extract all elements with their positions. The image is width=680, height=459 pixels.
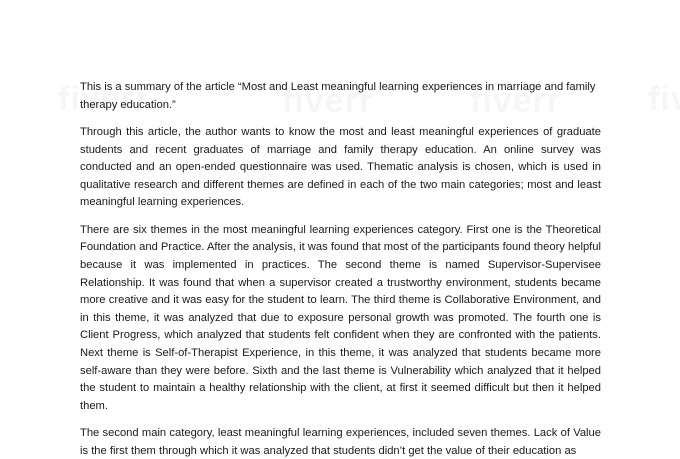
intro-paragraph: This is a summary of the article “Most and Least meaningful learning experiences in marriage and family therapy education.” — [80, 81, 596, 111]
least-meaningful-paragraph: The second main category, least meaningful learning experiences, included seven themes. Lack of Value is the first them through which it was analyzed that students didn’t get the value of their education as — [80, 427, 601, 457]
watermark — [648, 80, 680, 119]
overview-paragraph: Through this article, the author wants to know the most and least meaningful experiences of graduate students and recent graduates of marriage and family therapy education. An online survey was conducted and an open-ended questionnaire was used. Thematic analysis is chosen, which is used in qualitative research and different themes are defined in each of the two main categories; most and least meaningful learning experiences. — [80, 125, 601, 209]
document-body — [80, 79, 601, 459]
most-meaningful-paragraph: There are six themes in the most meaningful learning experiences category. First one is the Theoretical Foundation and Practice. After the analysis, it was found that most of the participants found theory helpful because it was implemented in practices. The second theme is named Supervisor-Supervisee Relationship. It was found that when a supervisor created a trustworthy environment, students became more creative and it was easy for the student to learn. The third theme is Collaborative Environment, and in this theme, it was analyzed that due to exposure personal growth was promoted. The fourth one is Client Progress, which analyzed that students felt confident when they are confronted with the patients. Next theme is Self-of-Therapist Experience, in this theme, it was analyzed that students became more self-aware than they were before. Sixth and the last theme is Vulnerability which analyzed that it helped the student to maintain a healthy relationship with the client, at first it seemed difficult but then it helped them. — [80, 223, 601, 412]
